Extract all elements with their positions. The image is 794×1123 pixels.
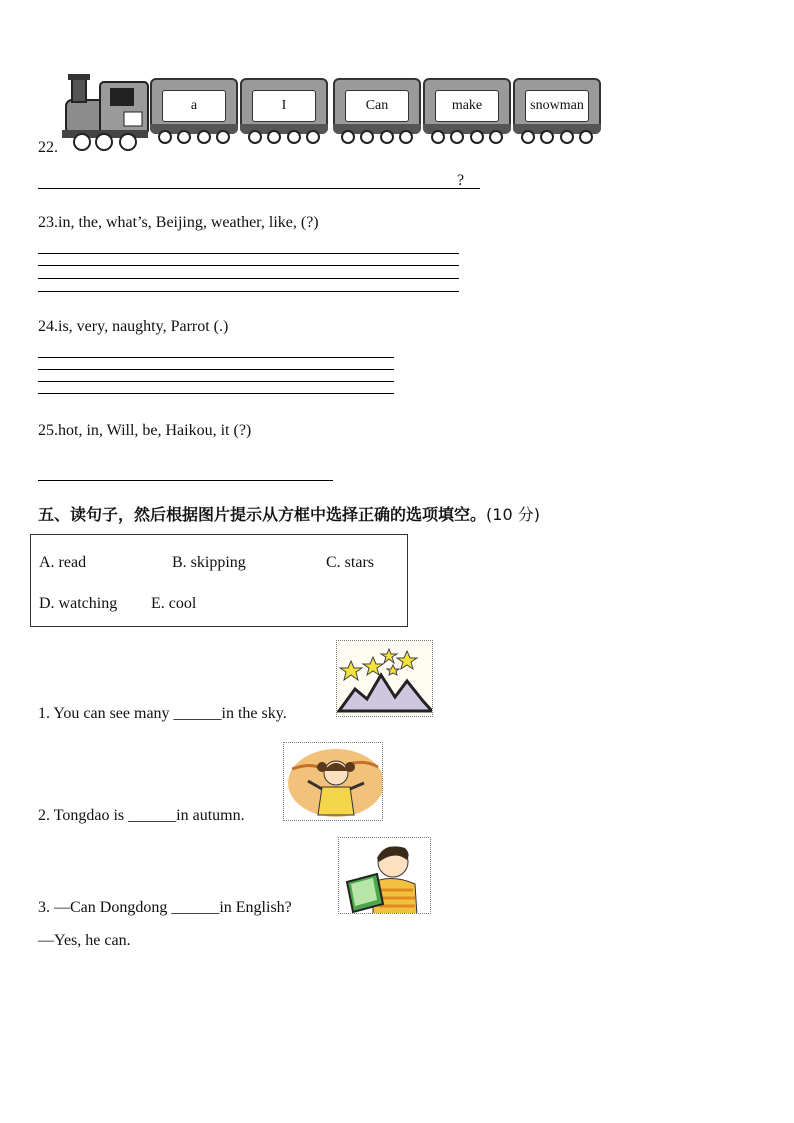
option-b: B. skipping [172, 554, 246, 571]
train-word: I [252, 90, 316, 122]
section-title: 五、读句子，然后根据图片提示从方框中选择正确的选项填空。 [38, 505, 487, 524]
option-c: C. stars [326, 554, 374, 571]
train-car-5 [513, 78, 601, 134]
train-word: make [435, 90, 499, 122]
train-word: a [162, 90, 226, 122]
answer-line [38, 265, 459, 266]
train-word: snowman [525, 90, 589, 122]
section-score: (10 分) [486, 505, 540, 524]
question-prompt: 24.is, very, naughty, Parrot (.) [38, 318, 229, 335]
option-a: A. read [39, 554, 87, 571]
answer-line [38, 369, 394, 370]
question-number: 22. [38, 139, 58, 156]
stars-mountains-image [336, 640, 433, 717]
train-word: Can [345, 90, 409, 122]
answer-sentence-3: —Yes, he can. [38, 932, 131, 949]
train-car-3 [333, 78, 421, 134]
options-box [30, 534, 408, 627]
answer-line [38, 480, 333, 481]
answer-line [38, 357, 394, 358]
answer-line [38, 253, 459, 254]
train-car-4 [423, 78, 511, 134]
train-engine-icon [60, 74, 152, 154]
section-heading [38, 502, 540, 525]
train-car-1 [150, 78, 238, 134]
fill-sentence-2: 2. Tongdao is ______in autumn. [38, 807, 245, 824]
fill-sentence-1: 1. You can see many ______in the sky. [38, 705, 287, 722]
train-car-2 [240, 78, 328, 134]
answer-line [38, 188, 480, 189]
girl-in-autumn-image [283, 742, 383, 821]
answer-line [38, 381, 394, 382]
question-prompt: 23.in, the, what’s, Beijing, weather, like, (?) [38, 214, 319, 231]
answer-line [38, 291, 459, 292]
fill-sentence-3: 3. —Can Dongdong ______in English? [38, 899, 292, 916]
question-prompt: 25.hot, in, Will, be, Haikou, it (?) [38, 422, 252, 439]
answer-line [38, 393, 394, 394]
option-e: E. cool [151, 595, 197, 612]
sentence-train [60, 74, 605, 154]
answer-line [38, 278, 459, 279]
question-mark: ? [457, 172, 465, 189]
option-d: D. watching [39, 595, 118, 612]
boy-reading-image [338, 837, 431, 914]
